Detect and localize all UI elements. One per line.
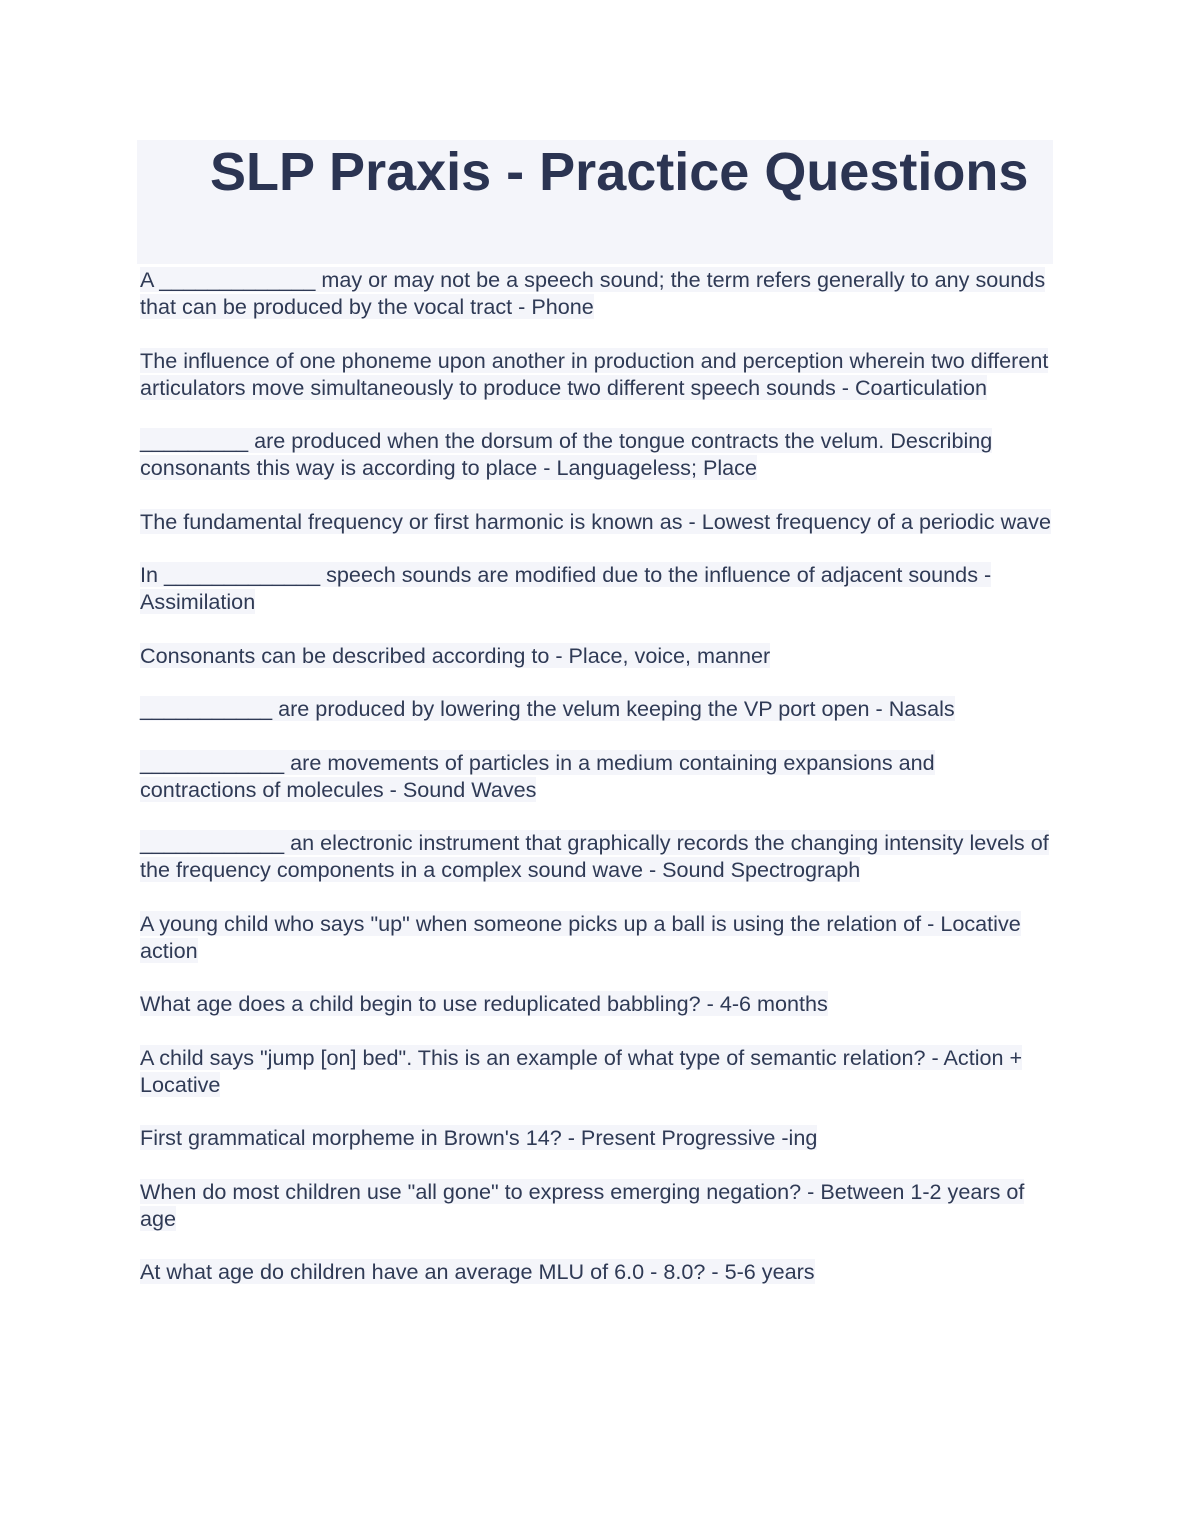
question-item-5 <box>140 561 1055 615</box>
question-text: At what age do children have an average MLU of 6.0 - 8.0? - 5-6 years <box>140 1259 815 1284</box>
question-item-4 <box>140 508 1055 535</box>
question-item-15 <box>140 1258 1055 1285</box>
question-text: A _____________ may or may not be a speech sound; the term refers generally to any sounds that can be produced by the vocal tract - Phone <box>140 267 1046 319</box>
question-item-6 <box>140 642 1055 669</box>
question-item-8 <box>140 749 1055 803</box>
question-item-7 <box>140 695 1055 722</box>
title-banner <box>137 140 1053 264</box>
question-text: What age does a child begin to use reduplicated babbling? - 4-6 months <box>140 991 828 1016</box>
question-text: _________ are produced when the dorsum of the tongue contracts the velum. Describing consonants this way is according to place - Languageless; Place <box>140 428 993 480</box>
question-item-1 <box>140 266 1055 320</box>
question-item-9 <box>140 829 1055 883</box>
page-title: SLP Praxis - Practice Questions <box>210 142 1029 202</box>
question-item-2 <box>140 347 1055 401</box>
question-item-14 <box>140 1178 1055 1232</box>
question-text: ___________ are produced by lowering the velum keeping the VP port open - Nasals <box>140 696 955 721</box>
question-list <box>140 266 1055 1312</box>
question-item-10 <box>140 910 1055 964</box>
question-item-13 <box>140 1124 1055 1151</box>
question-item-3 <box>140 427 1055 481</box>
question-text: When do most children use "all gone" to express emerging negation? - Between 1-2 years of age <box>140 1178 1025 1231</box>
question-text: ____________ an electronic instrument that graphically records the changing intensity levels of the frequency components in a complex sound wave - Sound Spectrograph <box>140 830 1049 882</box>
question-text: The influence of one phoneme upon another in production and perception wherein two different articulators move simultaneously to produce two different speech sounds - Coarticulation <box>140 347 1049 400</box>
question-text: The fundamental frequency or first harmonic is known as - Lowest frequency of a periodic wave <box>140 508 1051 534</box>
question-item-11 <box>140 990 1055 1017</box>
question-item-12 <box>140 1044 1055 1098</box>
question-text: A young child who says "up" when someone picks up a ball is using the relation of - Locative action <box>140 910 1021 963</box>
question-text: In _____________ speech sounds are modified due to the influence of adjacent sounds - Assimilation <box>140 562 992 614</box>
question-text: ____________ are movements of particles in a medium containing expansions and contractions of molecules - Sound Waves <box>140 749 935 802</box>
question-text: A child says "jump [on] bed". This is an example of what type of semantic relation? - Action + Locative <box>140 1044 1023 1097</box>
question-text: First grammatical morpheme in Brown's 14? - Present Progressive -ing <box>140 1125 818 1150</box>
question-text: Consonants can be described according to - Place, voice, manner <box>140 642 771 668</box>
